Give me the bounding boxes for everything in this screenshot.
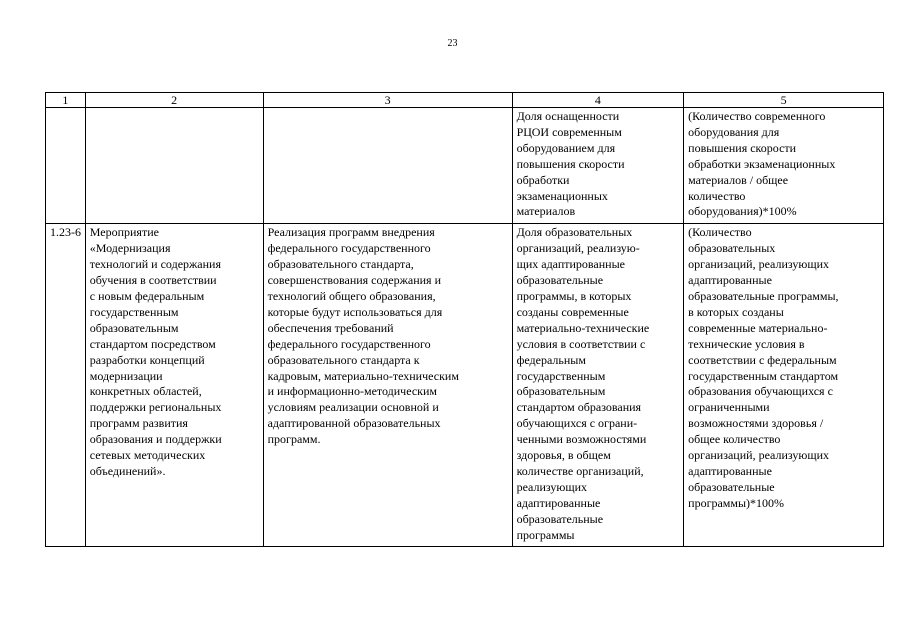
cell-text-line: федерального государственного (267, 336, 431, 351)
cell-text-line: образовательных (688, 241, 776, 256)
cell-text-line: Доля образовательных (516, 225, 633, 240)
cell-text-line: технологий и содержания (89, 257, 221, 272)
cell-text-line: обработки (516, 172, 570, 187)
cell-text-line: Доля оснащенности (516, 109, 620, 123)
cell-text-line: современные материально- (688, 320, 828, 335)
cell-text-line: федеральным (516, 352, 586, 367)
cell-text-line: государственным стандартом (688, 368, 839, 383)
cell-text-line: адаптированной образовательных (267, 416, 441, 431)
cell-text-line: кадровым, материально-техническим (267, 368, 459, 383)
cell-text-line: программы, в которых (516, 288, 632, 303)
cell-text-line: Реализация программ внедрения (267, 225, 435, 240)
cell-text-line: ченными возможностями (516, 432, 647, 447)
cell-text-line: программы)*100% (688, 495, 785, 510)
cell-text-line: организаций, реализующих (688, 257, 829, 272)
cell-text-line: образовательные (516, 273, 604, 288)
cell-text-line: адаптированные (688, 463, 772, 478)
table-row (46, 108, 884, 224)
cell-text-line: программ. (267, 432, 321, 447)
cell-description (263, 108, 512, 224)
cell-text-line: материалов (516, 204, 576, 219)
header-col-5: 5 (684, 93, 884, 108)
cell-text-line: количество (688, 188, 746, 203)
cell-text-line: образования обучающихся с (688, 384, 833, 399)
cell-text-line: поддержки региональных (89, 400, 222, 415)
cell-text-line: адаптированные (688, 273, 772, 288)
cell-text-line: образования и поддержки (89, 432, 222, 447)
cell-text-line: общее количество (688, 432, 781, 447)
cell-text-line: материально-технические (516, 320, 650, 335)
cell-text-line: оборудования)*100% (688, 204, 797, 219)
cell-text-line: повышения скорости (688, 140, 797, 155)
cell-text-line: обработки экзаменационных (688, 156, 836, 171)
cell-text-line: Мероприятие (89, 225, 159, 240)
cell-text-line: обучения в соответствии (89, 273, 217, 288)
page-number: 23 (447, 38, 458, 49)
cell-text-line: оборудованием для (516, 140, 616, 155)
cell-text-line: количестве организаций, (516, 463, 644, 478)
header-col-3: 3 (263, 93, 512, 108)
cell-text-line: (Количество современного (688, 109, 826, 123)
cell-text-line: ограниченными (688, 400, 770, 415)
cell-text-line: которые будут использоваться для (267, 304, 443, 319)
cell-text-line: РЦОИ современным (516, 124, 622, 139)
cell-activity (85, 108, 263, 224)
cell-indicator (512, 224, 684, 547)
cell-activity (85, 224, 263, 547)
cell-text-line: и информационно-методическим (267, 384, 437, 399)
cell-text-line: возможностями здоровья / (688, 416, 824, 431)
header-col-4: 4 (512, 93, 684, 108)
cell-text-line: стандартом образования (516, 400, 642, 415)
cell-text-line: сетевых методических (89, 448, 206, 463)
cell-text-line: с новым федеральным (89, 288, 205, 303)
cell-text-line: (Количество (688, 225, 752, 240)
cell-description (263, 224, 512, 547)
cell-text-line: оборудования для (688, 124, 780, 139)
cell-text-line: государственным (89, 304, 179, 319)
cell-text-line: 1.23-6 (50, 225, 81, 240)
cell-text-line: условиям реализации основной и (267, 400, 439, 415)
header-col-1: 1 (46, 93, 86, 108)
cell-text-line: модернизации (89, 368, 163, 383)
cell-number (46, 108, 86, 224)
cell-text-line: экзаменационных (516, 188, 608, 203)
cell-text-line: образовательные (688, 479, 775, 494)
cell-text-line: соответствии с федеральным (688, 352, 837, 367)
cell-formula (684, 224, 884, 547)
cell-text-line: стандартом посредством (89, 336, 216, 351)
cell-text-line: «Модернизация (89, 241, 171, 256)
cell-text-line: технические условия в (688, 336, 805, 351)
cell-text-line: организаций, реализующих (688, 448, 829, 463)
cell-text-line: федерального государственного (267, 241, 431, 256)
cell-text-line: государственным (516, 368, 606, 383)
cell-text-line: образовательным (516, 384, 606, 399)
cell-text-line: совершенствования содержания и (267, 273, 441, 288)
cell-text-line: образовательным (89, 320, 179, 335)
cell-text-line: конкретных областей, (89, 384, 202, 399)
cell-text-line: в которых созданы (688, 304, 784, 319)
cell-text-line: образовательного стандарта, (267, 257, 414, 272)
cell-indicator (512, 108, 684, 224)
cell-text-line: обучающихся с ограни- (516, 416, 638, 431)
cell-text-line: щих адаптированные (516, 257, 625, 272)
cell-text-line: объединений». (89, 463, 166, 478)
cell-text-line: программ развития (89, 416, 188, 431)
cell-formula (684, 108, 884, 224)
cell-text-line: организаций, реализую- (516, 241, 640, 256)
cell-text-line: разработки концепций (89, 352, 205, 367)
cell-text-line: образовательные программы, (688, 288, 839, 303)
cell-text-line: программы (516, 527, 575, 542)
cell-text-line: образовательного стандарта к (267, 352, 420, 367)
header-row (46, 93, 884, 108)
cell-text-line: технологий общего образования, (267, 288, 436, 303)
cell-text-line: обеспечения требований (267, 320, 394, 335)
table-row (46, 224, 884, 547)
cell-text-line: образовательные (516, 511, 604, 526)
cell-number (46, 224, 86, 547)
cell-text-line: условия в соответствии с (516, 336, 646, 351)
cell-text-line: материалов / общее (688, 172, 789, 187)
header-col-2: 2 (85, 93, 263, 108)
cell-text-line: адаптированные (516, 495, 601, 510)
cell-text-line: созданы современные (516, 304, 629, 319)
cell-text-line: реализующих (516, 479, 588, 494)
cell-text-line: повышения скорости (516, 156, 625, 171)
indicators-table (45, 92, 884, 547)
cell-text-line: здоровья, в общем (516, 448, 611, 463)
